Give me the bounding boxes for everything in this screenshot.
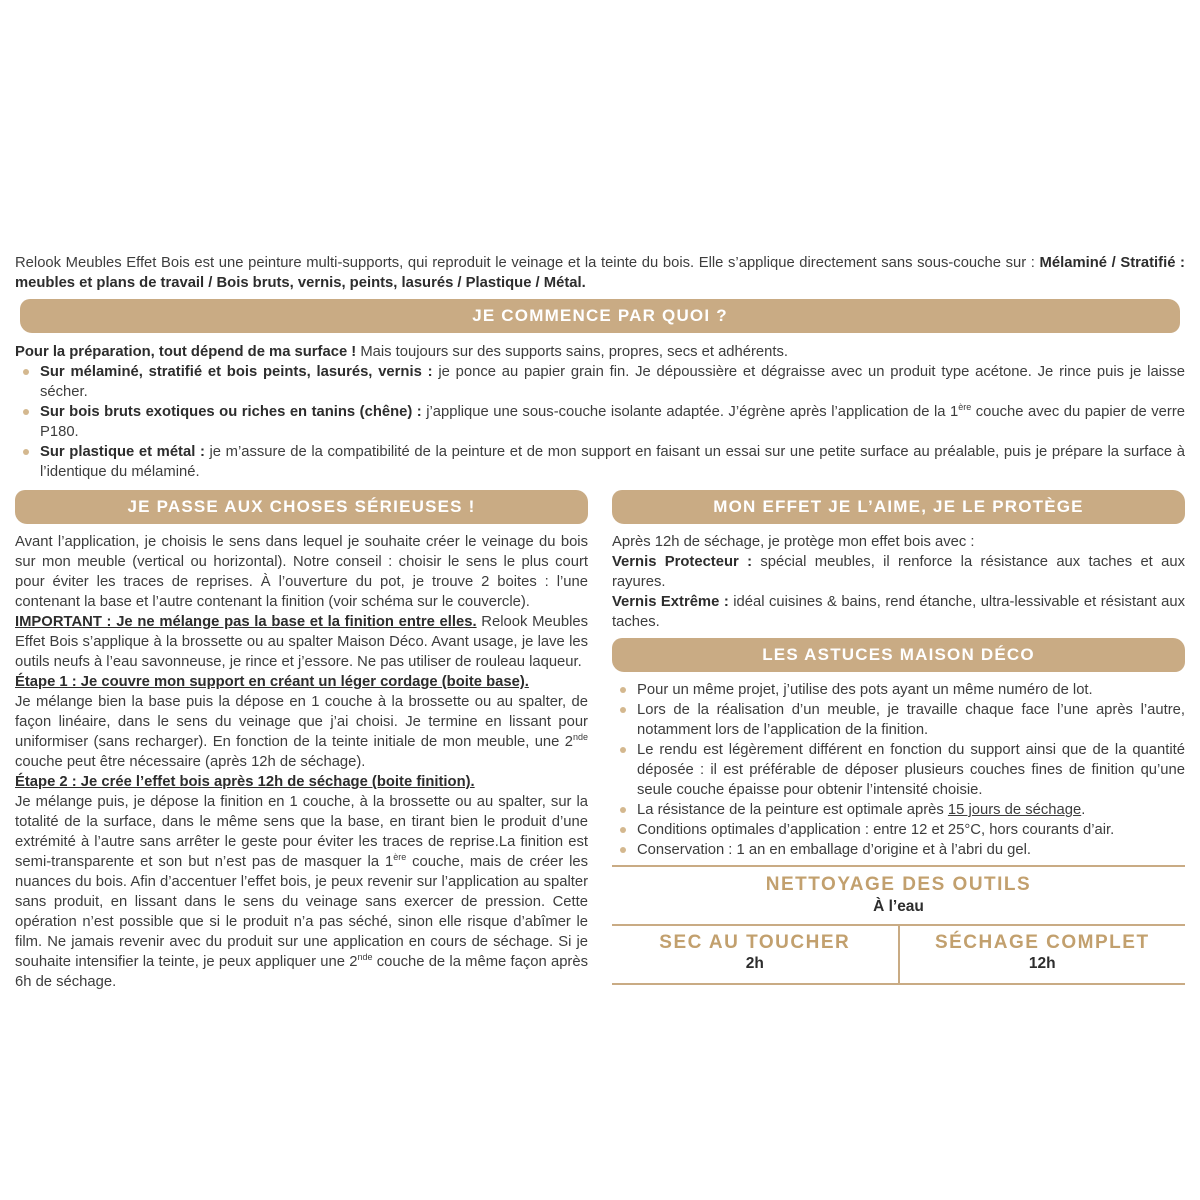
drying-cell-touch-dry (612, 926, 898, 983)
bullet-bold-lead: Sur bois bruts exotiques ou riches en tanins (chêne) : (40, 404, 422, 420)
preparation-bullet-plastique-metal (15, 442, 1185, 482)
drying-times-table (612, 924, 1185, 985)
important-paragraph (15, 612, 588, 672)
tip-text: Pour un même projet, j’utilise des pots ayant un même numéro de lot. (637, 682, 1093, 698)
important-warning: IMPORTANT : Je ne mélange pas la base et la finition entre elles. (15, 614, 477, 630)
step2-text: Je mélange puis, je dépose la finition en 1 couche, à la brossette ou au spalter, sur la totalité de la surface, dans le même sens que la base, en tirant bien le produit d’une extrémité à l’autre sans arrêter le geste pour éviter les traces de reprise.La finition est semi-transparente et son but n’est pas de masquer la 1 (15, 794, 588, 870)
left-column (15, 490, 588, 992)
vernis-protecteur-text: spécial meubles, il renforce la résistance aux taches et aux rayures. (612, 554, 1185, 590)
tip-item (612, 740, 1185, 800)
bullet-bold-lead: Sur mélaminé, stratifié et bois peints, lasurés, vernis : (40, 364, 433, 380)
right-column (612, 490, 1185, 992)
tip-text: Le rendu est légèrement différent en fonction du support ainsi que de la quantité déposée : il est préférable de déposer plusieurs couches fines de finition qu’une seule couche épaisse pour obtenir l’intensité choisie. (637, 742, 1185, 798)
bullet-text-continued: couche avec du papier de verre P180. (40, 404, 1185, 440)
tip-item (612, 820, 1185, 840)
banner-je-passe-aux-choses-serieuses: JE PASSE AUX CHOSES SÉRIEUSES ! (15, 490, 588, 524)
tip-item (612, 680, 1185, 700)
bullet-text: j’applique une sous-couche isolante adaptée. J’égrène après l’application de la 1 (421, 404, 959, 420)
preparation-lead-rest: Mais toujours sur des supports sains, propres, secs et adhérents. (356, 344, 789, 360)
drying-cell-full-dry (898, 926, 1186, 983)
intro-paragraph (15, 253, 1185, 293)
full-dry-value: 12h (1028, 955, 1056, 972)
vernis-extreme-label: Vernis Extrême : (612, 594, 729, 610)
intro-text: Relook Meubles Effet Bois est une peinture multi-supports, qui reproduit le veinage et la teinte du bois. Elle s’applique directement sans sous-couche sur : (15, 255, 1040, 271)
tip-text: Conditions optimales d’application : entre 12 et 25°C, hors courants d’air. (637, 822, 1115, 838)
vernis-protecteur-paragraph (612, 552, 1185, 592)
step1-heading (15, 672, 588, 692)
separator-line (612, 865, 1185, 867)
tip-text-end: . (1081, 802, 1086, 818)
important-rest: Relook Meubles Effet Bois s’applique à la brossette ou au spalter Maison Déco. Avant usage, je lave les outils neufs à l’eau savonneuse, je rince et j’essore. Ne pas utiliser de rouleau laqueur. (15, 614, 588, 670)
preparation-lead-bold: Pour la préparation, tout dépend de ma surface ! (15, 344, 357, 360)
banner-je-commence-par-quoi: JE COMMENCE PAR QUOI ? (20, 299, 1180, 333)
touch-dry-value: 2h (745, 955, 764, 972)
preparation-bullet-list (15, 362, 1185, 482)
bullet-text: je m’assure de la compatibilité de la peinture et de mon support en faisant un essai sur une petite surface au préalable, puis je prépare la surface à l’identique du mélaminé. (40, 444, 1185, 480)
intro-supports-list: Mélaminé / Stratifié : meubles et plans de travail / Bois bruts, vernis, peints, lasurés / Plastique / Métal (15, 255, 1185, 291)
tip-underlined-text: 15 jours de séchage (947, 802, 1082, 818)
tips-bullet-list (612, 680, 1185, 860)
step2-text-continued: couche, mais de créer les nuances du bois. Afin d’accentuer l’effet bois, je peux revenir sur l’application au spalter sans produit, en lissant dans le sens du veinage sans exercer de pression. Cette opération n’est possible que si le produit n’a pas séché, sinon elle risque d’abîmer le film. Ne jamais revenir avec du produit sur une application en cours de séchage. Si je souhaite intensifier la teinte, je peux appliquer une 2 (15, 854, 588, 970)
bullet-bold-lead: Sur plastique et métal : (40, 444, 205, 460)
ordinal-superscript: ère (958, 402, 972, 413)
tip-text: Lors de la réalisation d’un meuble, je travaille chaque face l’une après l’autre, notamment lors de l’application de la finition. (637, 702, 1185, 738)
step1-text-continued: couche peut être nécessaire (après 12h de séchage). (15, 754, 366, 770)
tip-item (612, 700, 1185, 740)
tools-cleaning-title: NETTOYAGE DES OUTILS (765, 874, 1032, 895)
step2-heading-text: Étape 2 : Je crée l’effet bois après 12h de séchage (boite finition). (15, 774, 475, 790)
step1-paragraph (15, 692, 588, 772)
application-intro-paragraph: Avant l’application, je choisis le sens dans lequel je souhaite créer le veinage du bois sur mon meuble (vertical ou horizontal). Notre conseil : choisir le sens le plus court pour éviter les traces de reprises. À l’ouverture du pot, je trouve 2 boites : l’une contenant la base et l’autre contenant la finition (voir schéma sur le couvercle). (15, 534, 588, 610)
step1-text: Je mélange bien la base puis la dépose en 1 couche à la brossette ou au spalter, de façon linéaire, dans le sens du veinage que j’ai choisi. Je termine en lissant pour uniformiser (sans recharger). En fonction de la teinte initiale de mon meuble, une 2 (15, 694, 588, 750)
tip-text: Conservation : 1 an en emballage d’origine et à l’abri du gel. (637, 842, 1032, 858)
ordinal-superscript: nde (357, 952, 373, 963)
preparation-section (15, 342, 1185, 482)
step2-text-end: couche de la même façon après 6h de séchage. (15, 954, 588, 990)
ordinal-superscript: nde (572, 732, 588, 743)
preparation-bullet-melamine (15, 362, 1185, 402)
intro-period: . (581, 275, 586, 291)
banner-les-astuces-maison-deco: LES ASTUCES MAISON DÉCO (612, 638, 1185, 672)
tip-text: La résistance de la peinture est optimale après (637, 802, 948, 818)
tip-item (612, 800, 1185, 820)
banner-mon-effet-je-le-protege: MON EFFET JE L’AIME, JE LE PROTÈGE (612, 490, 1185, 524)
preparation-lead (15, 342, 1185, 362)
bullet-text: je ponce au papier grain fin. Je dépoussière et dégraisse avec un produit type acétone. Je rince puis je laisse sécher. (40, 364, 1185, 400)
two-column-layout (15, 490, 1185, 992)
step2-paragraph (15, 792, 588, 992)
ordinal-superscript: ère (393, 852, 407, 863)
vernis-extreme-paragraph (612, 592, 1185, 632)
vernis-protecteur-label: Vernis Protecteur : (612, 554, 753, 570)
touch-dry-header: SEC AU TOUCHER (659, 932, 851, 953)
protect-intro: Après 12h de séchage, je protège mon effet bois avec : (612, 534, 975, 550)
tip-item (612, 840, 1185, 860)
vernis-extreme-text: idéal cuisines & bains, rend étanche, ultra-lessivable et résistant aux taches. (612, 594, 1185, 630)
step1-heading-text: Étape 1 : Je couvre mon support en créant un léger cordage (boite base). (15, 674, 529, 690)
tools-cleaning-value: À l’eau (873, 898, 924, 915)
preparation-bullet-bois-bruts (15, 402, 1185, 442)
step2-heading (15, 772, 588, 792)
full-dry-header: SÉCHAGE COMPLET (934, 932, 1150, 953)
